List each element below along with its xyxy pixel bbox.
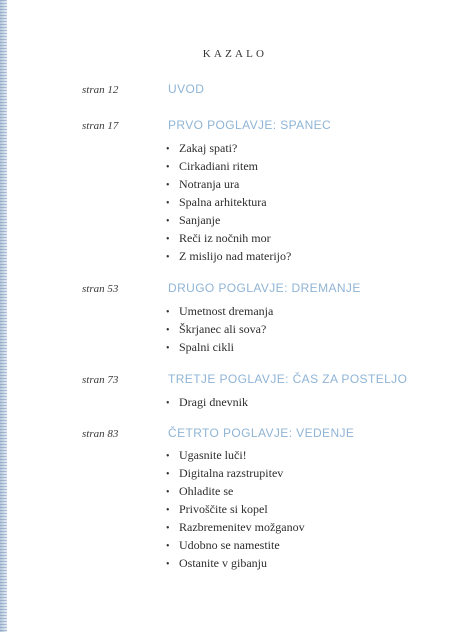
bullet-icon: •: [166, 505, 170, 516]
item-label: Spalni cikli: [179, 340, 234, 354]
item-label: Ostanite v gibanju: [179, 556, 267, 570]
page-reference: stran 53: [82, 283, 119, 295]
page-reference: stran 73: [82, 374, 119, 386]
bullet-icon: •: [166, 252, 170, 263]
section-title[interactable]: DRUGO POGLAVJE: DREMANJE: [168, 281, 361, 295]
item-label: Udobno se namestite: [179, 538, 280, 552]
subsection-list: [166, 446, 305, 572]
bullet-icon: •: [166, 343, 170, 354]
list-item[interactable]: [166, 175, 291, 193]
list-item[interactable]: [166, 500, 305, 518]
list-item[interactable]: [166, 302, 273, 320]
section-title[interactable]: ČETRTO POGLAVJE: VEDENJE: [168, 426, 355, 440]
subsection-list: [166, 302, 273, 356]
item-label: Spalna arhitektura: [179, 195, 267, 209]
item-label: Z mislijo nad materijo?: [179, 249, 292, 263]
list-item[interactable]: [166, 193, 291, 211]
bullet-icon: •: [166, 559, 170, 570]
bullet-icon: •: [166, 541, 170, 552]
item-label: Cirkadiani ritem: [179, 159, 258, 173]
list-item[interactable]: [166, 139, 291, 157]
item-label: Sanjanje: [179, 213, 221, 227]
section-title[interactable]: PRVO POGLAVJE: SPANEC: [168, 118, 332, 132]
bullet-icon: •: [166, 325, 170, 336]
item-label: Ugasnite luči!: [179, 448, 247, 462]
bullet-icon: •: [166, 234, 170, 245]
book-binding-edge: [0, 0, 7, 632]
item-label: Notranja ura: [179, 177, 240, 191]
bullet-icon: •: [166, 398, 170, 409]
subsection-list: [166, 393, 248, 411]
list-item[interactable]: [166, 211, 291, 229]
bullet-icon: •: [166, 198, 170, 209]
list-item[interactable]: [166, 393, 248, 411]
section-title[interactable]: UVOD: [168, 82, 205, 96]
page-heading: KAZALO: [202, 48, 268, 60]
item-label: Digitalna razstrupitev: [179, 466, 284, 480]
section-title[interactable]: TRETJE POGLAVJE: ČAS ZA POSTELJO: [168, 372, 408, 386]
list-item[interactable]: [166, 229, 291, 247]
bullet-icon: •: [166, 162, 170, 173]
item-label: Umetnost dremanja: [179, 304, 274, 318]
list-item[interactable]: [166, 464, 305, 482]
bullet-icon: •: [166, 469, 170, 480]
item-label: Ohladite se: [179, 484, 234, 498]
bullet-icon: •: [166, 180, 170, 191]
item-label: Razbremenitev možganov: [179, 520, 305, 534]
page-reference: stran 17: [82, 120, 119, 132]
bullet-icon: •: [166, 307, 170, 318]
list-item[interactable]: [166, 320, 273, 338]
bullet-icon: •: [166, 451, 170, 462]
page-reference: stran 83: [82, 428, 119, 440]
subsection-list: [166, 139, 291, 265]
bullet-icon: •: [166, 144, 170, 155]
list-item[interactable]: [166, 157, 291, 175]
bullet-icon: •: [166, 487, 170, 498]
item-label: Privoščite si kopel: [179, 502, 268, 516]
item-label: Zakaj spati?: [179, 141, 238, 155]
list-item[interactable]: [166, 446, 305, 464]
list-item[interactable]: [166, 536, 305, 554]
item-label: Dragi dnevnik: [179, 395, 248, 409]
list-item[interactable]: [166, 554, 305, 572]
item-label: Reči iz nočnih mor: [179, 231, 271, 245]
page-reference: stran 12: [82, 84, 119, 96]
list-item[interactable]: [166, 247, 291, 265]
list-item[interactable]: [166, 338, 273, 356]
item-label: Škrjanec ali sova?: [179, 322, 267, 336]
list-item[interactable]: [166, 482, 305, 500]
list-item[interactable]: [166, 518, 305, 536]
bullet-icon: •: [166, 523, 170, 534]
bullet-icon: •: [166, 216, 170, 227]
